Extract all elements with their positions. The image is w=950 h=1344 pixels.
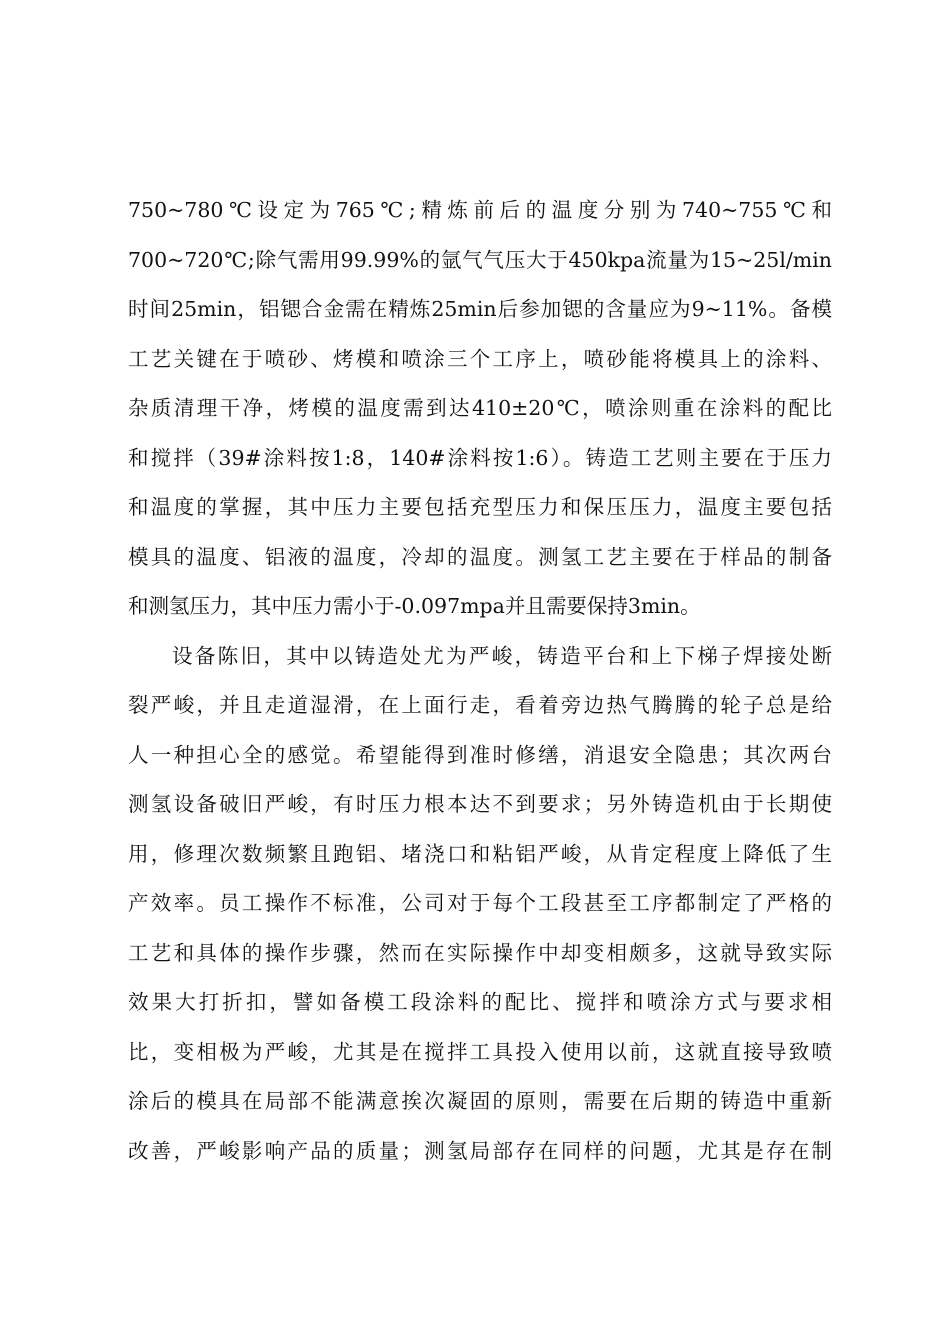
text-line: 设备陈旧，其中以铸造处尤为严峻，铸造平台和上下梯子焊接处断	[172, 643, 832, 668]
text-line: 改善，严峻影响产品的质量；测氢局部存在同样的问题，尤其是存在制	[128, 1138, 832, 1163]
text-line: 比，变相极为严峻，尤其是在搅拌工具投入使用以前，这就直接导致喷	[128, 1039, 832, 1064]
text-line: 工艺关键在于喷砂、烤模和喷涂三个工序上，喷砂能将模具上的涂料、	[128, 346, 832, 371]
text-line: 和温度的掌握，其中压力主要包括充型压力和保压压力，温度主要包括	[128, 495, 832, 519]
text-line: 杂质清理干净，烤模的温度需到达410±20℃，喷涂则重在涂料的配比	[128, 396, 832, 420]
paragraph-process-parameters	[128, 186, 832, 632]
text-line: 效果大打折扣，譬如备模工段涂料的配比、搅拌和喷涂方式与要求相	[128, 990, 832, 1014]
text-line: 750~780℃设定为765℃;精炼前后的温度分别为740~755℃和	[128, 198, 832, 222]
text-line: 测氢设备破旧严峻，有时压力根本达不到要求；另外铸造机由于长期使	[128, 792, 832, 816]
text-line: 700~720℃;除气需用99.99%的氩气气压大于450kpa流量为15~25l/min	[128, 247, 832, 272]
text-line: 裂严峻，并且走道湿滑，在上面行走，看着旁边热气腾腾的轮子总是给	[128, 693, 832, 717]
text-line: 产效率。员工操作不标准，公司对于每个工段甚至工序都制定了严格的	[128, 891, 832, 915]
text-line: 和测氢压力，其中压力需小于-0.097mpa并且需要保持3min。	[128, 594, 701, 618]
text-line: 工艺和具体的操作步骤，然而在实际操作中却变相颇多，这就导致实际	[128, 940, 832, 965]
paragraph-equipment-issues	[128, 632, 832, 1177]
text-line: 和搅拌（39#涂料按1:8，140#涂料按1:6）。铸造工艺则主要在于压力	[128, 445, 832, 470]
text-line: 人一种担心全的感觉。希望能得到准时修缮，消退安全隐患；其次两台	[128, 742, 832, 767]
text-line: 模具的温度、铝液的温度，冷却的温度。测氢工艺主要在于样品的制备	[128, 544, 832, 569]
text-line: 用，修理次数频繁且跑铝、堵浇口和粘铝严峻，从肯定程度上降低了生	[128, 841, 832, 866]
text-line: 涂后的模具在局部不能满意挨次凝固的原则，需要在后期的铸造中重新	[128, 1089, 832, 1113]
document-body	[128, 186, 832, 1176]
text-line: 时间25min，铝锶合金需在精炼25min后参加锶的含量应为9~11%。备模	[128, 297, 832, 321]
